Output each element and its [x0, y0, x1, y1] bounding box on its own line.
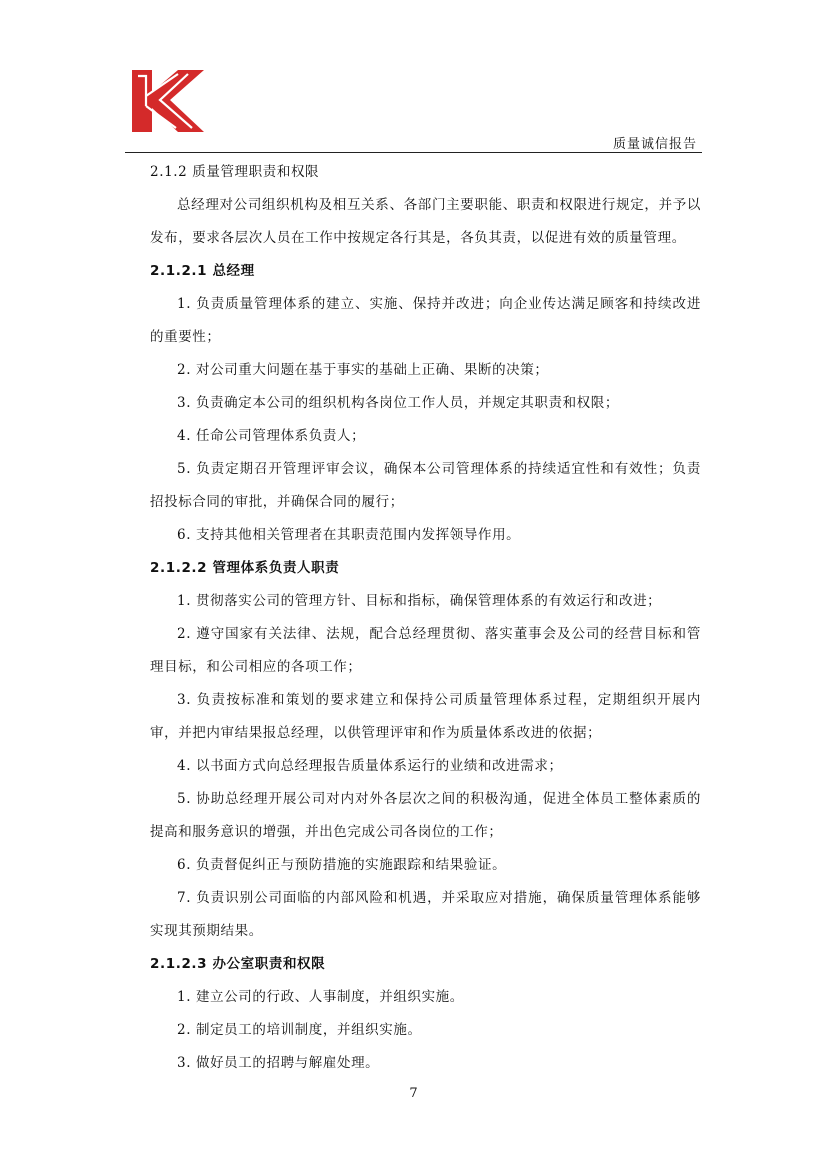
list-item: 5. 负责定期召开管理评审会议，确保本公司管理体系的持续适宜性和有效性；负责招投标合同的审批，并确保合同的履行；	[150, 461, 701, 510]
list-item: 1. 负责质量管理体系的建立、实施、保持并改进；向企业传达满足顾客和持续改进的重要性；	[150, 296, 701, 345]
list-item: 4. 以书面方式向总经理报告质量体系运行的业绩和改进需求；	[177, 758, 563, 774]
list-item: 7. 负责识别公司面临的内部风险和机遇，并采取应对措施，确保质量管理体系能够实现其预期结果。	[150, 890, 701, 939]
document-body	[150, 156, 701, 1080]
subsection-title: 2.1.2.2 管理体系负责人职责	[150, 560, 340, 576]
page-number: 7	[409, 1086, 418, 1101]
subsection-title: 2.1.2.3 办公室职责和权限	[150, 956, 326, 972]
header-rule	[125, 152, 702, 153]
list-item: 4. 任命公司管理体系负责人；	[177, 428, 366, 444]
list-item: 2. 遵守国家有关法律、法规，配合总经理贯彻、落实董事会及公司的经营目标和管理目标，和公司相应的各项工作；	[150, 626, 701, 675]
section-title: 2.1.2 质量管理职责和权限	[150, 164, 320, 180]
list-item: 3. 做好员工的招聘与解雇处理。	[177, 1055, 380, 1071]
section-intro: 总经理对公司组织机构及相互关系、各部门主要职能、职责和权限进行规定，并予以发布，要求各层次人员在工作中按规定各行其是，各负其责，以促进有效的质量管理。	[150, 197, 701, 246]
list-item: 6. 支持其他相关管理者在其职责范围内发挥领导作用。	[177, 527, 521, 543]
list-item: 3. 负责确定本公司的组织机构各岗位工作人员，并规定其职责和权限；	[177, 395, 619, 411]
list-item: 1. 贯彻落实公司的管理方针、目标和指标，确保管理体系的有效运行和改进；	[177, 593, 662, 609]
list-item: 2. 对公司重大问题在基于事实的基础上正确、果断的决策；	[177, 362, 549, 378]
subsection-title: 2.1.2.1 总经理	[150, 263, 255, 279]
header-title: 质量诚信报告	[612, 137, 697, 152]
list-item: 1. 建立公司的行政、人事制度，并组织实施。	[177, 989, 464, 1005]
list-item: 6. 负责督促纠正与预防措施的实施跟踪和结果验证。	[177, 857, 507, 873]
list-item: 2. 制定员工的培训制度，并组织实施。	[177, 1022, 422, 1038]
company-logo	[130, 66, 206, 136]
list-item: 3. 负责按标准和策划的要求建立和保持公司质量管理体系过程，定期组织开展内审，并把内审结果报总经理，以供管理评审和作为质量体系改进的依据；	[150, 692, 701, 741]
list-item: 5. 协助总经理开展公司对内对外各层次之间的积极沟通，促进全体员工整体素质的提高和服务意识的增强，并出色完成公司各岗位的工作；	[150, 791, 701, 840]
